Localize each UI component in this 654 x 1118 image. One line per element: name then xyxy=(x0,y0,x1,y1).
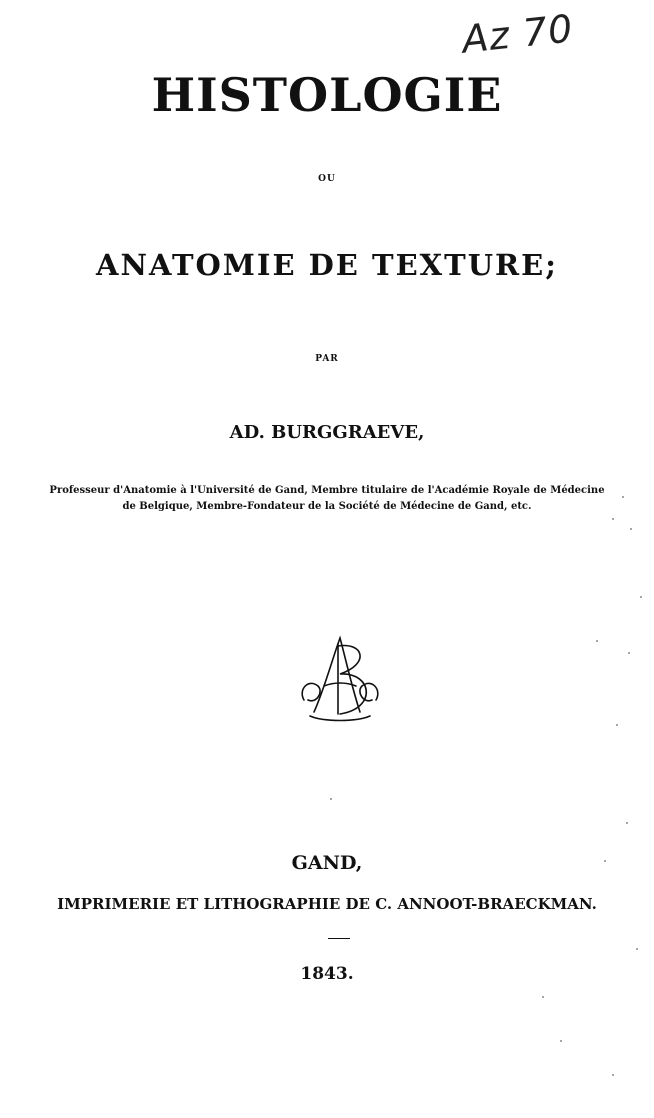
author-description-line-1: Professeur d'Anatomie à l'Université de Gand, Membre titulaire de l'Académie Royale de Médecine xyxy=(49,485,605,496)
author-name: AD. BURGGRAEVE, xyxy=(229,422,425,443)
by-line: PAR xyxy=(315,354,339,364)
imprint-city: GAND, xyxy=(291,852,363,874)
author-description-line-2: de Belgique, Membre-Fondateur de la Société de Médecine de Gand, etc. xyxy=(122,501,532,512)
book-subtitle: ANATOMIE DE TEXTURE; xyxy=(96,248,558,282)
imprint-printer: IMPRIMERIE ET LITHOGRAPHIE DE C. ANNOOT-BRAECKMAN. xyxy=(57,895,597,913)
handwritten-shelfmark: Az 70 xyxy=(460,6,576,62)
imprint-year: 1843. xyxy=(300,964,354,984)
separator-rule xyxy=(328,938,350,939)
book-title: HISTOLOGIE xyxy=(151,68,503,122)
title-connector: OU xyxy=(318,174,336,184)
ab-monogram-emblem xyxy=(294,630,386,722)
